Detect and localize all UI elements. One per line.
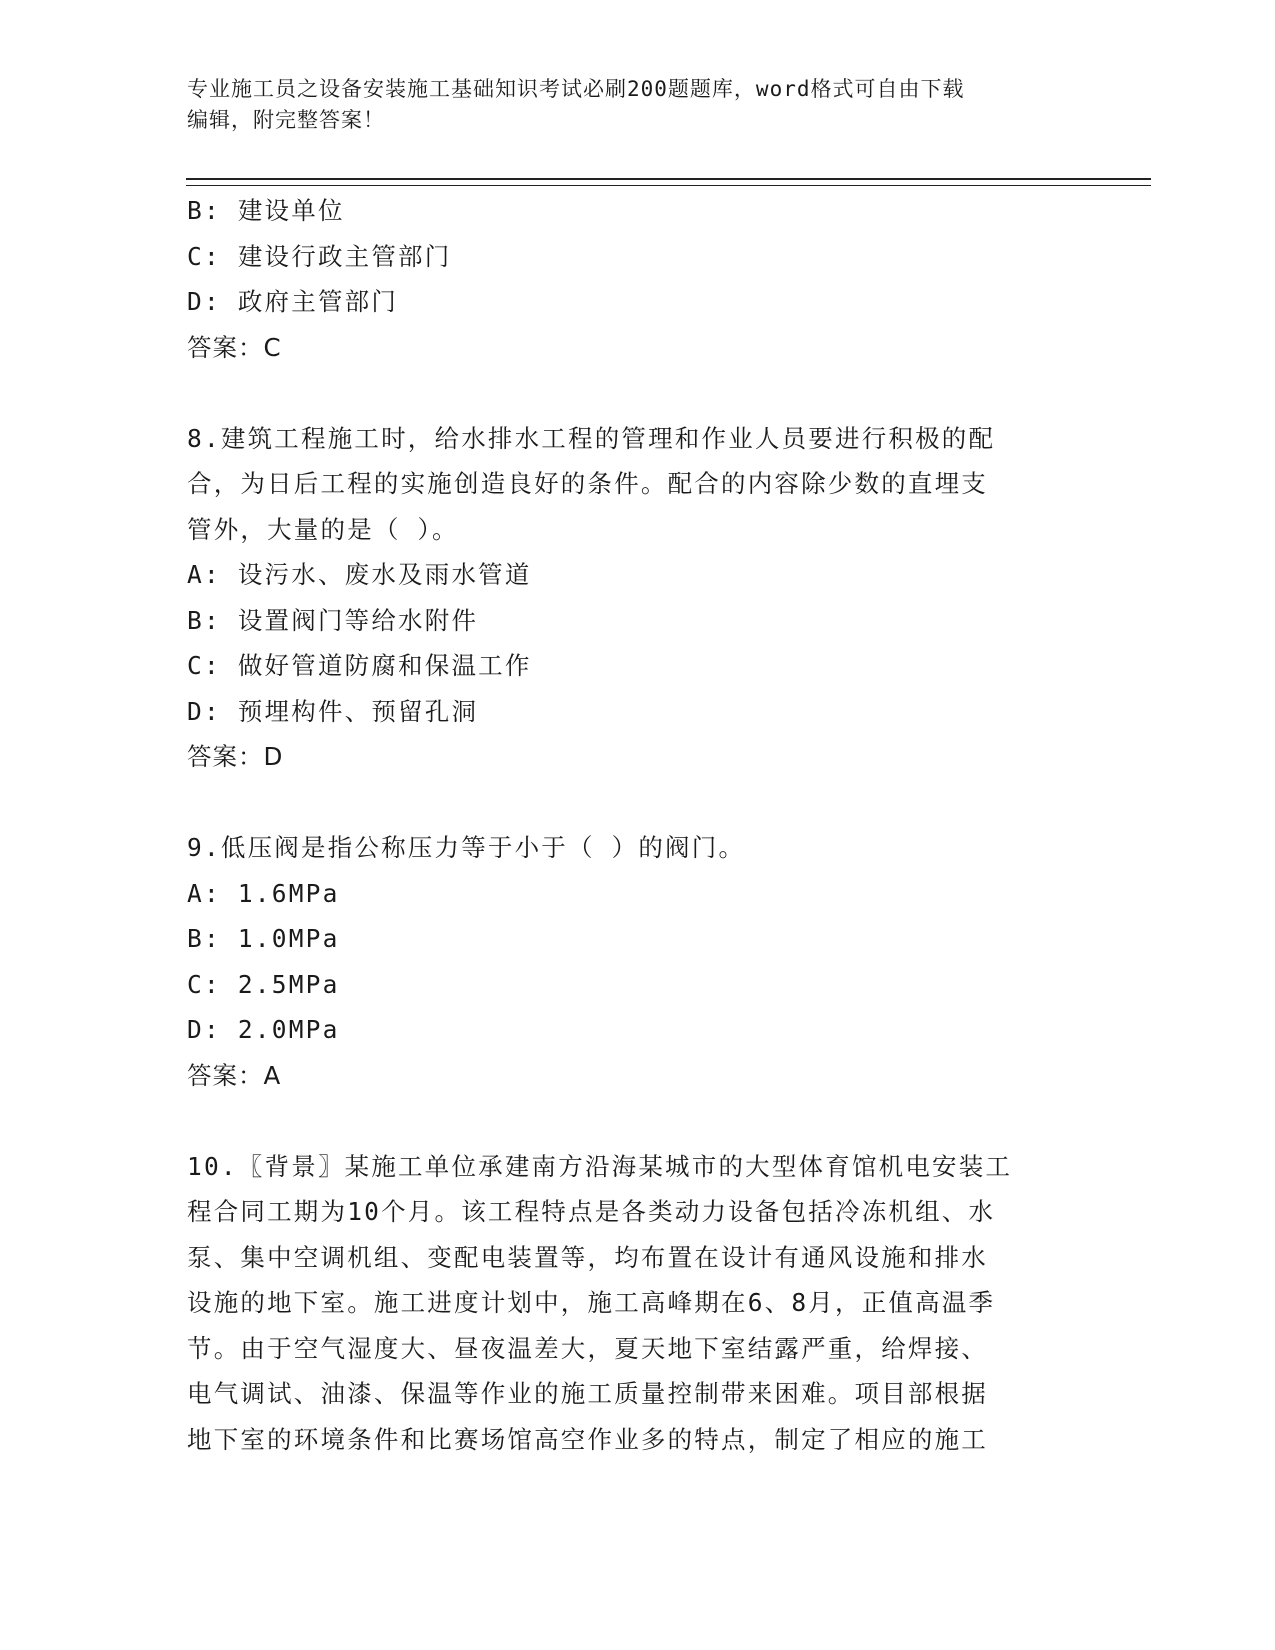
question-block-10 (187, 1144, 1077, 1463)
question-stem-line: 管外，大量的是（ ）。 (187, 514, 459, 544)
answer-line: 答案：C (187, 332, 282, 362)
option-c: C: 2.5MPa (187, 969, 340, 999)
spacer (187, 370, 1077, 416)
spacer (187, 780, 1077, 826)
question-stem-line: 地下室的环境条件和比赛场馆高空作业多的特点，制定了相应的施工 (187, 1424, 988, 1454)
option-b: B: 设置阀门等给水附件 (187, 605, 479, 635)
option-a: A: 1.6MPa (187, 878, 340, 908)
question-block-9 (187, 825, 1077, 1098)
option-c: C: 做好管道防腐和保温工作 (187, 651, 532, 680)
page-header (187, 74, 1067, 136)
answer-line: 答案：D (187, 742, 284, 771)
option-d: D: 2.0MPa (187, 1015, 340, 1044)
option-d: D: 预埋构件、预留孔洞 (187, 696, 479, 726)
question-stem-line: 节。由于空气湿度大、昼夜温差大，夏天地下室结露严重，给焊接、 (187, 1333, 988, 1363)
option-a: A: 设污水、废水及雨水管道 (187, 560, 532, 589)
option-c: C: 建设行政主管部门 (187, 241, 452, 271)
question-block-8 (187, 416, 1077, 780)
option-b: B: 建设单位 (187, 196, 345, 225)
question-stem-line: 泵、集中空调机组、变配电装置等，均布置在设计有通风设施和排水 (187, 1242, 988, 1272)
question-stem-line: 10.〖背景〗某施工单位承建南方沿海某城市的大型体育馆机电安装工 (187, 1151, 1013, 1181)
question-block-7 (187, 188, 1077, 370)
question-stem-line: 程合同工期为10个月。该工程特点是各类动力设备包括冷冻机组、水 (187, 1197, 996, 1226)
header-divider (186, 178, 1151, 186)
header-title-line-1: 专业施工员之设备安装施工基础知识考试必刷200题题库，word格式可自由下载 (187, 77, 965, 101)
answer-line: 答案：A (187, 1060, 282, 1090)
spacer (187, 1098, 1077, 1144)
question-stem-line: 8.建筑工程施工时，给水排水工程的管理和作业人员要进行积极的配 (187, 423, 996, 453)
document-body (187, 188, 1077, 1462)
header-title-line-2: 编辑，附完整答案！ (187, 108, 385, 132)
question-stem-line: 电气调试、油漆、保温等作业的施工质量控制带来困难。项目部根据 (187, 1379, 988, 1408)
option-d: D: 政府主管部门 (187, 287, 399, 316)
question-stem-line: 9.低压阀是指公称压力等于小于（ ）的阀门。 (187, 833, 746, 862)
question-stem-line: 合，为日后工程的实施创造良好的条件。配合的内容除少数的直埋支 (187, 469, 988, 498)
question-stem-line: 设施的地下室。施工进度计划中，施工高峰期在6、8月，正值高温季 (187, 1288, 996, 1317)
option-b: B: 1.0MPa (187, 924, 340, 953)
